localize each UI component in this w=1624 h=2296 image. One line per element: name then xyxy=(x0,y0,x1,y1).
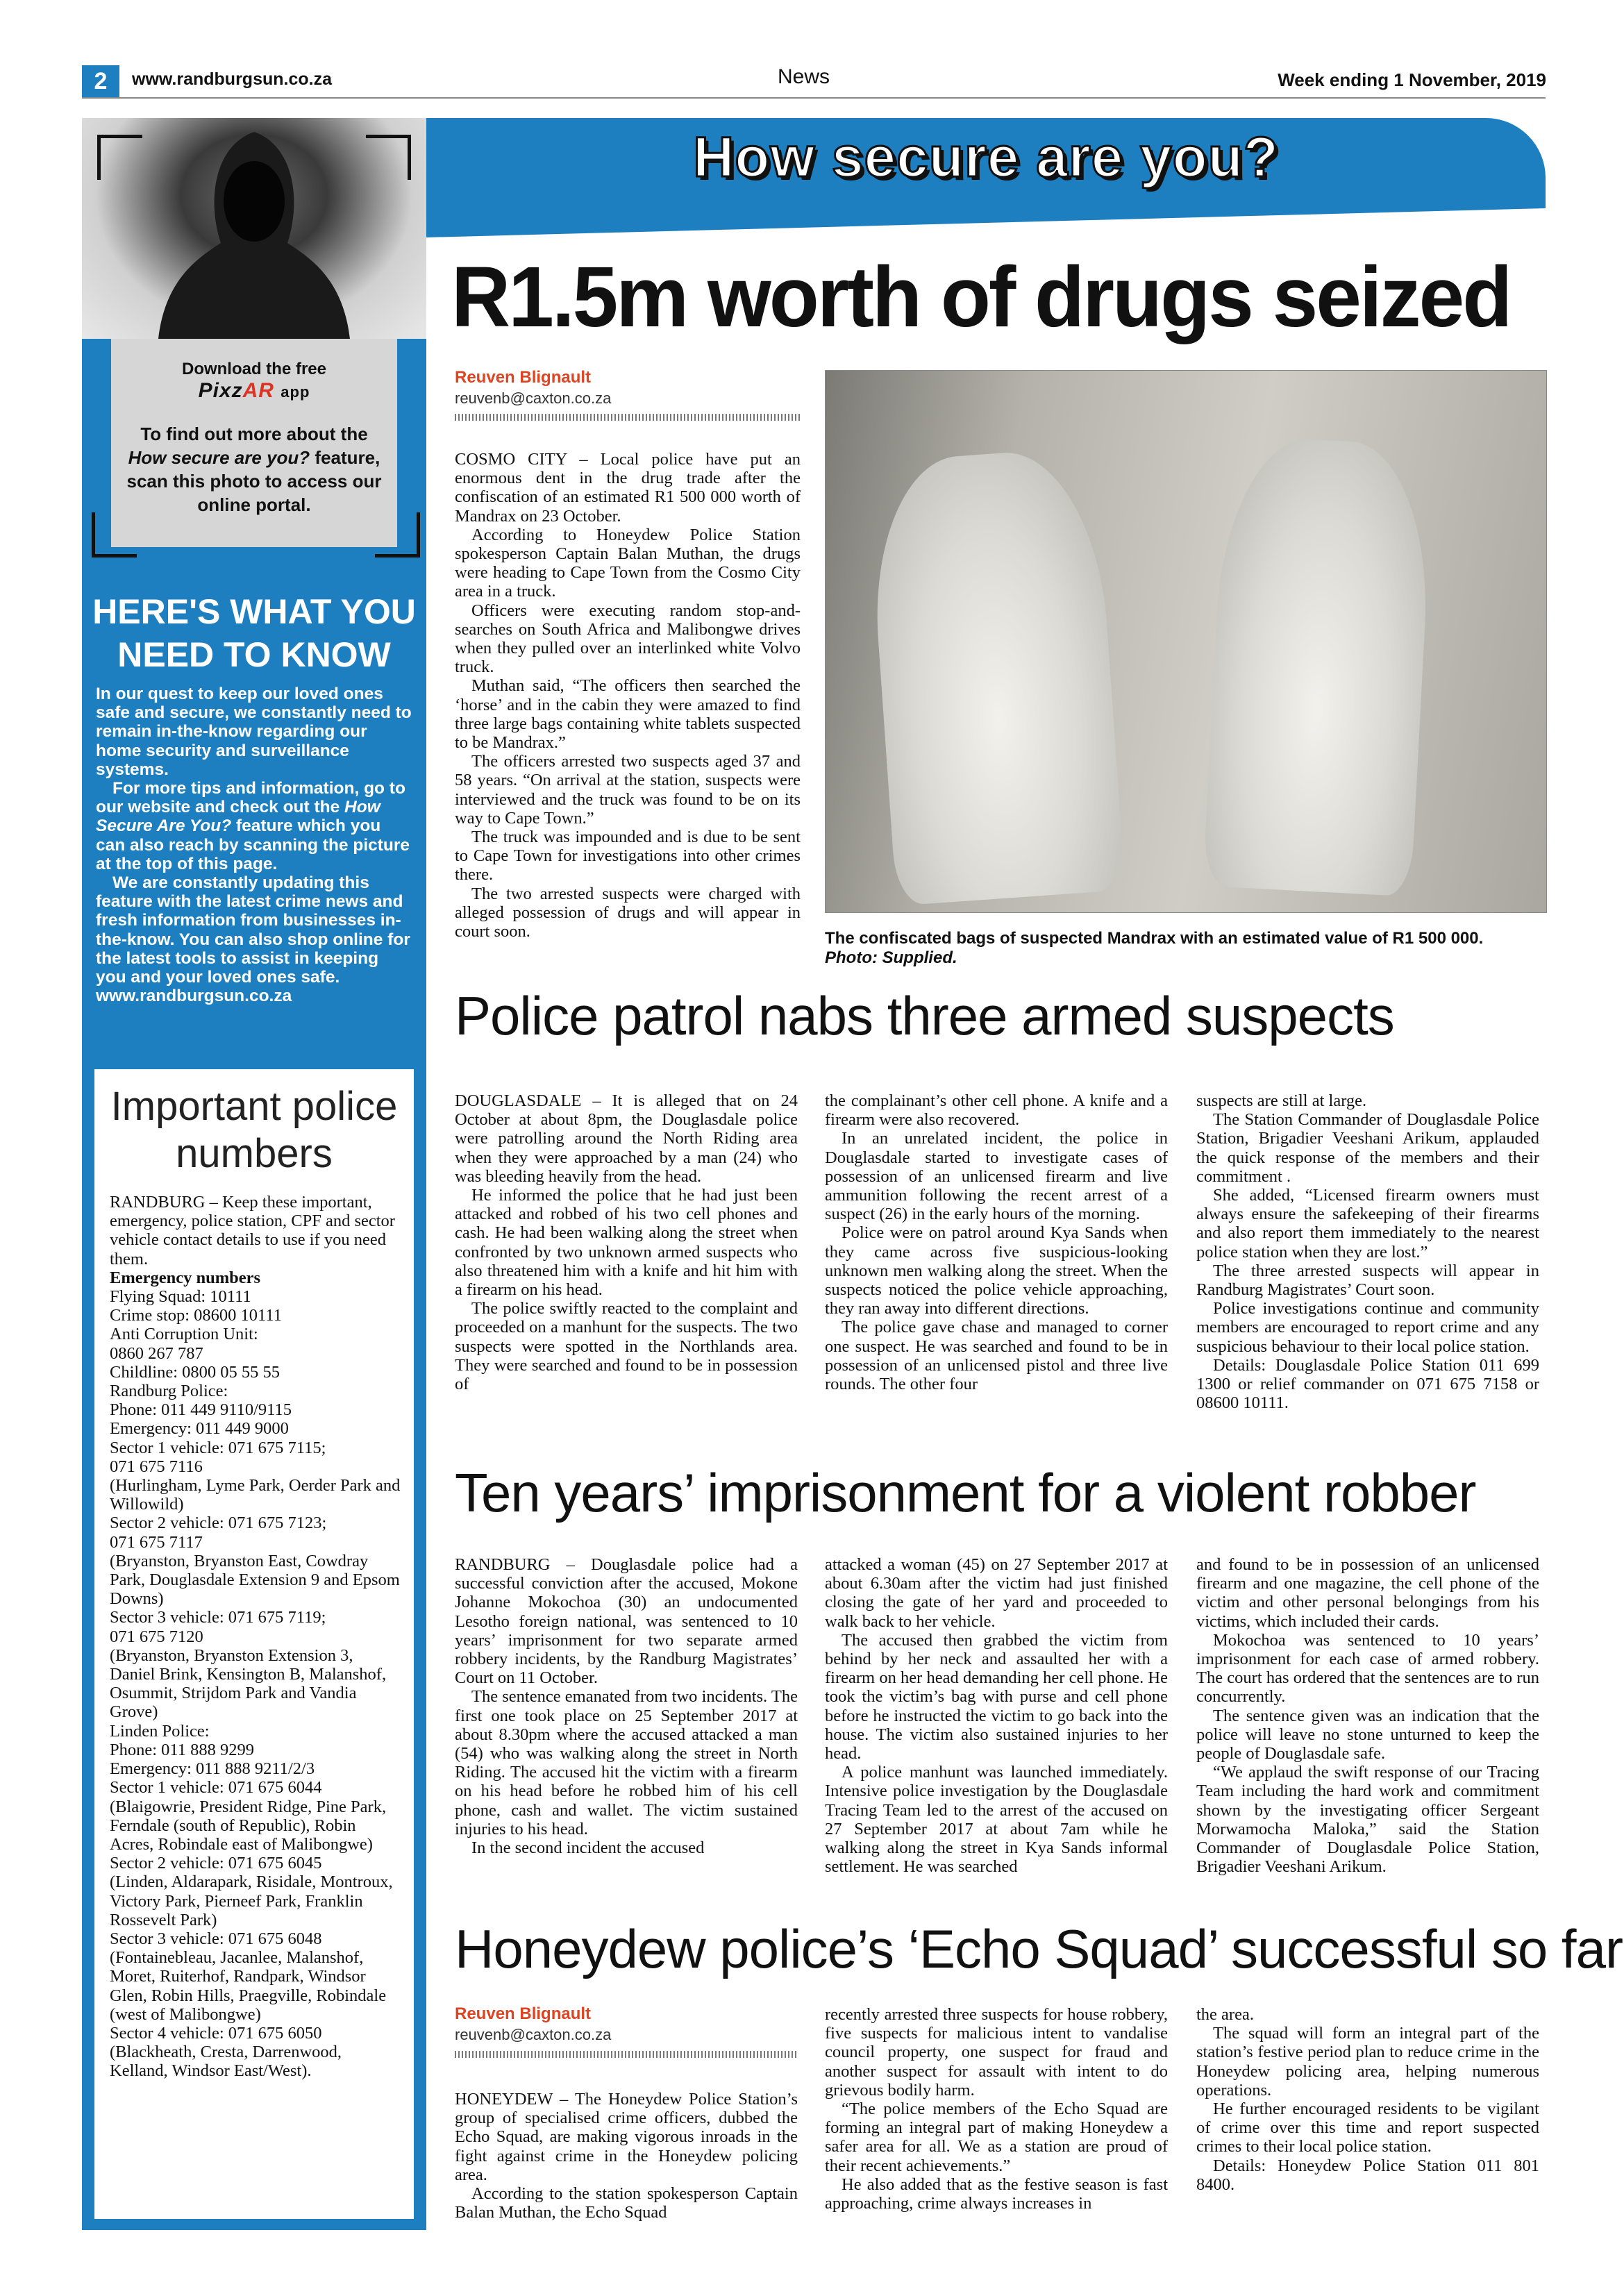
banner-title: How secure are you? xyxy=(693,126,1279,189)
scan-corner-top-right xyxy=(366,135,411,180)
paragraph: The sentence emanated from two incidents. The first one took place on 25 September 2017 at about 8.30pm where the accused attacked a man (54) who was walking along the street in North Riding. The accused hit the victim with a firearm on his head before he robbed him of his cell phone, cash and wallet. The victim sustained injuries to his head. xyxy=(455,1687,798,1838)
paragraph: The squad will form an integral part of the station’s festive period plan to reduce crime in the Honeydew policing area, helping numerous operations. xyxy=(1196,2024,1539,2100)
article1-email[interactable]: reuvenb@caxton.co.za xyxy=(455,389,612,407)
police-number-line: (Blaigowrie, President Ridge, Pine Park, Ferndale (south of Republic), Robin Acres, Robindale east of Malibongwe) xyxy=(110,1797,387,1854)
photo-credit: Photo: Supplied. xyxy=(825,948,957,967)
article4-col1 xyxy=(455,2090,798,2222)
article4-email[interactable]: reuvenb@caxton.co.za xyxy=(455,2026,612,2043)
article4-col2 xyxy=(825,2005,1168,2213)
police-number-line: 071 675 7116 xyxy=(110,1457,203,1476)
police-number-line: Sector 1 vehicle: 071 675 7115; xyxy=(110,1438,326,1457)
paragraph: Muthan said, “The officers then searched the ‘horse’ and in the cabin they were amazed to find three large bags containing white tablets suspected to be Mandrax.” xyxy=(455,676,801,753)
paragraph: recently arrested three suspects for house robbery, five suspects for malicious intent to vandalise council property, one suspect for fraud and another suspect for assault with intent to do grievous bodily harm. xyxy=(825,2005,1168,2100)
police-number-line: 071 675 7117 xyxy=(110,1532,203,1552)
police-number-line: Emergency: 011 449 9000 xyxy=(110,1419,289,1439)
police-numbers-list xyxy=(110,1193,401,2081)
paragraph: According to the station spokesperson Captain Balan Muthan, the Echo Squad xyxy=(455,2184,798,2222)
article1-headline: R1.5m worth of drugs seized xyxy=(451,249,1511,346)
paragraph: The two arrested suspects were charged with alleged possession of drugs and will appear in court soon. xyxy=(455,884,801,941)
paragraph: Police were on patrol around Kya Sands when they came across five suspicious-looking unknown men walking along the street. When the suspects noticed the police vehicle approaching, they ran away into different directions. xyxy=(825,1223,1168,1318)
police-number-line: Sector 2 vehicle: 071 675 6045 xyxy=(110,1854,322,1873)
article3-col1 xyxy=(455,1555,798,1857)
paragraph: Police investigations continue and community members are encouraged to report crime and any suspicious behaviour to their local police station. xyxy=(1196,1299,1539,1356)
paragraph: The police gave chase and managed to corner one suspect. He was searched and found to be in possession of an unlicensed pistol and three live rounds. The other four xyxy=(825,1318,1168,1394)
article1-author: Reuven Blignault xyxy=(455,368,592,387)
scan-corner-top-left xyxy=(97,135,142,180)
sidebar-website-link[interactable]: www.randburgsun.co.za xyxy=(96,987,292,1006)
paragraph: suspects are still at large. xyxy=(1196,1091,1367,1110)
drug-bag-right xyxy=(1203,435,1434,897)
police-number-line: (Blackheath, Cresta, Darrenwood, Kelland, Windsor East/West). xyxy=(110,2043,342,2081)
police-number-line: Sector 1 vehicle: 071 675 6044 xyxy=(110,1778,322,1798)
article4-headline: Honeydew police’s ‘Echo Squad’ successful so far xyxy=(455,1918,1623,1979)
scan-corner-bottom-left xyxy=(92,512,137,558)
police-number-line: (Bryanston, Bryanston East, Cowdray Park, Douglasdale Extension 9 and Epsom Downs) xyxy=(110,1551,400,1609)
app-promo-box xyxy=(111,339,397,547)
article4-author: Reuven Blignault xyxy=(455,2004,592,2023)
paragraph: “The police members of the Echo Squad are forming an integral part of making Honeydew a safer area for all. We as a station are proud of their recent achievements.” xyxy=(825,2100,1168,2175)
police-number-line: Sector 2 vehicle: 071 675 7123; xyxy=(110,1514,327,1533)
section-label: News xyxy=(778,65,830,88)
drugs-photo xyxy=(825,370,1547,913)
article3-col3 xyxy=(1196,1555,1539,1876)
police-number-line: 0860 267 787 xyxy=(110,1343,203,1363)
paragraph: In the second incident the accused xyxy=(471,1838,705,1858)
paragraph: The truck was impounded and is due to be sent to Cape Town for investigations into other crimes there. xyxy=(455,828,801,885)
paragraph: In an unrelated incident, the police in Douglasdale started to investigate cases of possession of an unlicensed firearm and live ammunition following the recent arrest of a suspect (26) in the early hours of the morning. xyxy=(825,1129,1168,1224)
drug-bag-left xyxy=(866,446,1125,905)
police-number-line: Sector 3 vehicle: 071 675 6048 xyxy=(110,1929,322,1948)
article2-headline: Police patrol nabs three armed suspects xyxy=(455,985,1394,1046)
police-number-line: Randburg Police: xyxy=(110,1382,228,1401)
paragraph: She added, “Licensed firearm owners must always ensure the safekeeping of their firearms and also report them immediately to the nearest police station when they are lost.” xyxy=(1196,1186,1539,1262)
police-number-line: (Linden, Aldarapark, Risidale, Montroux, Victory Park, Pierneef Park, Franklin Rossevelt Park) xyxy=(110,1872,393,1929)
police-number-line: Flying Squad: 10111 xyxy=(110,1287,251,1307)
paragraph: The Station Commander of Douglasdale Police Station, Brigadier Veeshani Arikum, applauded the quick response of the members and their commitment . xyxy=(1196,1110,1539,1186)
sidebar-heading: HERE'S WHAT YOU NEED TO KNOW xyxy=(92,592,416,674)
paragraph: He further encouraged residents to be vigilant of crime over this time and report suspected crimes to their local police station. xyxy=(1196,2100,1539,2156)
paragraph: RANDBURG – Douglasdale police had a successful conviction after the accused, Mokone Johanne Mokochoa (30) an undocumented Lesotho foreign national, was sentenced to 10 years’ imprisonment for two separate armed robbery incidents, by the Randburg Magistrates’ Court on 11 October. xyxy=(455,1555,798,1688)
article4-col3 xyxy=(1196,2005,1539,2194)
police-number-line: (Fontainebleau, Jacanlee, Malanshof, Moret, Ruiterhof, Randpark, Windsor Glen, Robin Hills, Praegville, Robindale (west of Malibongwe) xyxy=(110,1948,387,2024)
paragraph: According to Honeydew Police Station spokesperson Captain Balan Muthan, the drugs were heading to Cape Town from the Cosmo City area in a truck. xyxy=(455,525,801,601)
paragraph: The sentence given was an indication that the police will leave no stone unturned to keep the people of Douglasdale safe. xyxy=(1196,1706,1539,1763)
article3-col2 xyxy=(825,1555,1168,1876)
police-number-line: Childline: 0800 05 55 55 xyxy=(110,1362,280,1382)
paragraph: DOUGLASDALE – It is alleged that on 24 October at about 8pm, the Douglasdale police were patrolling around the North Riding area when they were approached by a man (24) who was bleeding heavily from the head. xyxy=(455,1091,798,1186)
paragraph: He also added that as the festive season is fast approaching, crime always increases in xyxy=(825,2175,1168,2213)
paragraph: “We applaud the swift response of our Tracing Team including the hard work and commitment shown by the investigating officer Sergeant Morwamocha Maloka,” said the Station Commander of Douglasdale Police Station, Brigadier Veeshani Arikum. xyxy=(1196,1763,1539,1877)
police-number-line: Phone: 011 449 9110/9115 xyxy=(110,1400,292,1420)
police-number-line: Emergency: 011 888 9211/2/3 xyxy=(110,1759,315,1779)
paragraph: Details: Douglasdale Police Station 011 699 1300 or relief commander on 071 675 7158 or 08600 10111. xyxy=(1196,1355,1539,1413)
paragraph: He informed the police that he had just been attacked and robbed of his two cell phones and cash. He had been walking along the street when confronted by two unknown armed suspects who also threatened him with a knife and hit him with a firearm on his head. xyxy=(455,1186,798,1300)
police-numbers-intro: RANDBURG – Keep these important, emergency, police station, CPF and sector vehicle contact details to use if you need them. xyxy=(110,1193,395,1268)
paragraph: attacked a woman (45) on 27 September 2017 at about 6.30am after the victim had just finished closing the gate of her yard and proceeded to walk back to her vehicle. xyxy=(825,1555,1168,1631)
police-number-line: 071 675 7120 xyxy=(110,1627,203,1646)
paragraph: The accused then grabbed the victim from behind by her neck and assaulted her with a firearm on her head demanding her cell phone. He took the victim’s bag with purse and cell phone before he instructed the victim to go back into the house. The victim also sustained injuries to her head. xyxy=(825,1630,1168,1763)
police-number-line: Crime stop: 08600 10111 xyxy=(110,1306,282,1325)
paragraph: A police manhunt was launched immediately. Intensive police investigation by the Douglasdale Tracing Team led to the arrest of the accused on 27 September 2017 at about 7am while he walking along the street in Kya Sands informal settlement. He was searched xyxy=(825,1763,1168,1877)
pixzar-logo: PixzAR app xyxy=(198,379,310,402)
paragraph: Officers were executing random stop-and-searches on South Africa and Malibongwe drives when they pulled over an interlinked white Volvo truck. xyxy=(455,601,801,677)
paragraph: Mokochoa was sentenced to 10 years’ imprisonment for each case of armed robbery. The court has ordered that the sentences are to run concurrently. xyxy=(1196,1630,1539,1707)
photo-caption: The confiscated bags of suspected Mandrax with an estimated value of R1 500 000. Photo: Supplied. xyxy=(825,929,1484,967)
app-info-text: To find out more about the How secure are you? feature, scan this photo to access our online portal. xyxy=(126,424,382,515)
paragraph: COSMO CITY – Local police have put an enormous dent in the drug trade after the confiscation of an estimated R1 500 000 worth of Mandrax on 23 October. xyxy=(455,450,801,526)
app-download-text: Download the free xyxy=(181,360,327,378)
police-number-line: Phone: 011 888 9299 xyxy=(110,1740,255,1759)
police-numbers-title: Important police numbers xyxy=(110,1084,398,1176)
byline-rule xyxy=(455,414,801,421)
hooded-figure-photo[interactable] xyxy=(82,118,426,339)
page-number: 2 xyxy=(82,65,119,97)
article3-headline: Ten years’ imprisonment for a violent robber xyxy=(455,1462,1476,1523)
paragraph: The police swiftly reacted to the complaint and proceeded on a manhunt for the suspects. The two suspects were spotted in the Northlands area. They were searched and found to be in possession of xyxy=(455,1299,798,1394)
article1-body xyxy=(455,450,801,941)
paragraph: HONEYDEW – The Honeydew Police Station’s group of specialised crime officers, dubbed the Echo Squad, are making vigorous inroads in the fight against crime in the Honeydew policing area. xyxy=(455,2090,798,2184)
police-number-line: Sector 4 vehicle: 071 675 6050 xyxy=(110,2023,322,2043)
paragraph: The three arrested suspects will appear in Randburg Magistrates’ Court soon. xyxy=(1196,1261,1539,1300)
paragraph: The officers arrested two suspects aged 37 and 58 years. “On arrival at the station, suspects were interviewed and the truck was found to be on its way to Cape Town.” xyxy=(455,752,801,828)
police-number-line: Anti Corruption Unit: xyxy=(110,1325,258,1344)
article2-col2 xyxy=(825,1091,1168,1393)
police-number-line: (Bryanston, Bryanston Extension 3, Daniel Brink, Kensington B, Malanshof, Osummit, Strijdom Park and Vandia Grove) xyxy=(110,1645,387,1722)
paragraph: and found to be in possession of an unlicensed firearm and one magazine, the cell phone of the victim and other personal belongings from his victims, which included their cards. xyxy=(1196,1555,1539,1631)
police-number-line: (Hurlingham, Lyme Park, Oerder Park and Willowild) xyxy=(110,1476,401,1514)
paragraph: Details: Honeydew Police Station 011 801 8400. xyxy=(1196,2156,1539,2194)
emergency-numbers-heading: Emergency numbers xyxy=(110,1268,261,1287)
header-rule xyxy=(82,97,1546,99)
site-url[interactable]: www.randburgsun.co.za xyxy=(132,69,332,89)
paragraph: the area. xyxy=(1196,2005,1254,2024)
scan-corner-bottom-right xyxy=(375,512,420,558)
paragraph: the complainant’s other cell phone. A knife and a firearm were also recovered. xyxy=(825,1091,1168,1130)
article2-col1 xyxy=(455,1091,798,1393)
issue-date: Week ending 1 November, 2019 xyxy=(1278,69,1546,90)
byline-rule xyxy=(455,2051,798,2058)
police-number-line: Sector 3 vehicle: 071 675 7119; xyxy=(110,1608,326,1627)
article2-col3 xyxy=(1196,1091,1539,1412)
police-number-line: Linden Police: xyxy=(110,1721,210,1741)
sidebar-body: In our quest to keep our loved ones safe and secure, we constantly need to remain in-the-know regarding our home security and surveillance systems. For more tips and information, go to our website and check out the How Secure Are You? feature which you can also reach by scanning the picture at the top of this page. We are constantly updating this feature with the latest crime news and fresh information from businesses in-the-know. You can also shop online for the latest tools to assist in keeping you and your loved ones safe. www.randburgsun.co.za xyxy=(96,685,412,1006)
